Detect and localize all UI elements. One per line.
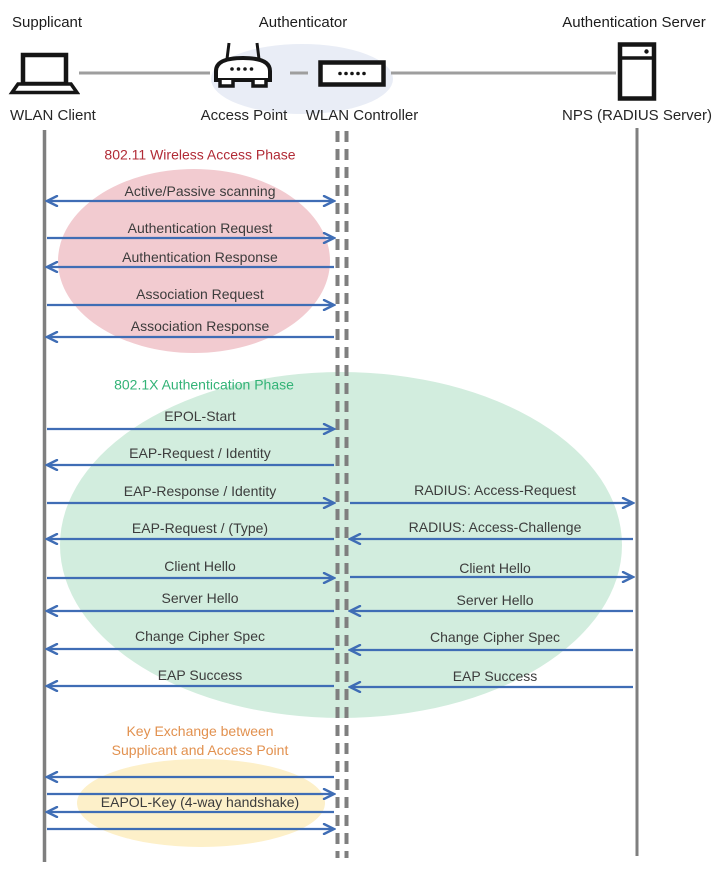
message-label: EAPOL-Key (4-way handshake): [100, 794, 300, 810]
80211-wireless-access-phase-ellipse: [58, 169, 330, 353]
message-label: Authentication Response: [122, 249, 278, 265]
phase-title-text: Supplicant and Access Point: [111, 742, 289, 758]
message-label: Association Request: [136, 286, 264, 302]
role-label-authentication-server: Authentication Server: [562, 14, 706, 31]
message-label: EPOL-Start: [164, 408, 236, 424]
message-label: Server Hello: [456, 592, 534, 608]
node-label-wlan-client: WLAN Client: [10, 107, 96, 124]
laptop-icon: [8, 52, 80, 96]
message-label: Change Cipher Spec: [430, 629, 560, 645]
key-exchange-phase-ellipse: [77, 759, 325, 847]
message-label: Server Hello: [161, 590, 239, 606]
message-label: Authentication Request: [127, 220, 273, 236]
message-label: EAP Success: [452, 668, 538, 684]
node-label-wlan-controller: WLAN Controller: [305, 107, 419, 124]
server-icon: [617, 42, 657, 101]
phase-title-8021x-authentication: [114, 376, 294, 395]
8021x-authentication-phase-ellipse: [60, 372, 622, 718]
message-label: EAP-Response / Identity: [123, 483, 277, 499]
message-label: Client Hello: [164, 558, 236, 574]
phase-title-text: 802.1X Authentication Phase: [114, 376, 294, 393]
message-label: Association Response: [130, 318, 270, 334]
role-label-supplicant: Supplicant: [12, 14, 83, 31]
phase-title-text: Key Exchange between: [126, 723, 274, 739]
message-label: Active/Passive scanning: [124, 183, 276, 199]
node-label-access-point: Access Point: [200, 107, 288, 124]
phase-title-80211-wireless-access: [104, 146, 295, 165]
phase-title-key-exchange: [112, 722, 289, 760]
access-point-icon: [212, 40, 274, 92]
message-label: RADIUS: Access-Request: [414, 482, 576, 498]
message-label: EAP Success: [157, 667, 243, 683]
message-label: RADIUS: Access-Challenge: [408, 519, 582, 535]
wlan-controller-icon: [318, 60, 386, 87]
role-label-authenticator: Authenticator: [258, 14, 348, 31]
message-label: Client Hello: [459, 560, 531, 576]
message-label: EAP-Request / (Type): [131, 520, 269, 536]
node-label-nps-radius-server: NPS (RADIUS Server): [561, 107, 713, 124]
phase-title-text: 802.11 Wireless Access Phase: [104, 146, 296, 163]
message-label: Change Cipher Spec: [135, 628, 265, 644]
message-label: EAP-Request / Identity: [129, 445, 271, 461]
